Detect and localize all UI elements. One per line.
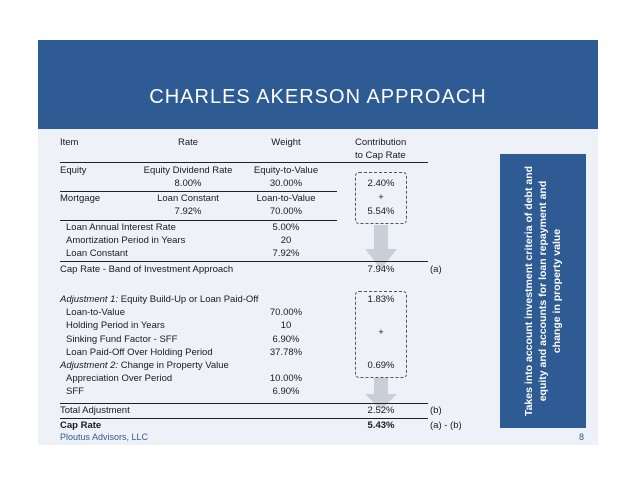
slide-title: CHARLES AKERSON APPROACH [149, 86, 487, 108]
adjustment-item-value: 10 [280, 320, 292, 331]
adjustment-item-value: 37.78% [269, 347, 303, 358]
band-rule [60, 261, 428, 262]
adjustment-2-title [60, 360, 229, 372]
adjustment-item-value: 10.00% [269, 373, 303, 384]
header-rule [60, 162, 428, 163]
adjustment-2-label: Change in Property Value [118, 360, 229, 371]
mortgage-item: Mortgage [60, 193, 101, 204]
adjustment-1-value: 1.83% [367, 294, 395, 305]
plus-sign: + [378, 192, 384, 203]
total-adjustment-value: 2.52% [367, 405, 395, 416]
callout-box [500, 154, 586, 428]
equity-item: Equity [60, 165, 87, 176]
header-contribution-2: to Cap Rate [355, 150, 406, 161]
equity-weight: 30.00% [269, 178, 303, 189]
header-weight: Weight [271, 137, 301, 148]
equity-rate: 8.00% [174, 178, 202, 189]
title-banner [38, 40, 598, 129]
cap-rate-value: 5.43% [367, 420, 395, 431]
adjustment-2-prefix: Adjustment 2: [60, 360, 119, 371]
adjustment-item-label: Loan-to-Value [66, 307, 125, 318]
cap-rate-rule [60, 418, 428, 419]
mortgage-contribution: 5.54% [367, 206, 395, 217]
loan-detail-value: 20 [280, 235, 292, 246]
mortgage-rate-label: Loan Constant [157, 193, 219, 204]
slide [38, 40, 598, 445]
adjustment-item-label: Loan Paid-Off Over Holding Period [66, 347, 213, 358]
mortgage-rate: 7.92% [174, 206, 202, 217]
adjustment-1-prefix: Adjustment 1: [60, 294, 119, 305]
footer-company: Ploutus Advisors, LLC [60, 432, 149, 442]
cap-band-value: 7.94% [367, 264, 395, 275]
adjustment-1-title [60, 294, 258, 306]
total-adjustment-label: Total Adjustment [60, 405, 130, 416]
down-arrow-icon [365, 225, 397, 269]
cap-rate-note: (a) - (b) [430, 420, 462, 431]
plus-sign: + [378, 327, 384, 338]
header-contribution: Contribution [355, 137, 407, 148]
loan-detail-label: Loan Constant [66, 248, 128, 259]
adjustment-item-value: 6.90% [272, 334, 300, 345]
adjustment-item-label: Sinking Fund Factor - SFF [66, 334, 178, 345]
cap-rate-label: Cap Rate [60, 420, 102, 431]
loan-detail-label: Amortization Period in Years [66, 235, 186, 246]
adjustment-item-label: SFF [66, 386, 84, 397]
cap-band-note: (a) [430, 264, 442, 275]
equity-contribution: 2.40% [367, 178, 395, 189]
adjustment-item-value: 70.00% [269, 307, 303, 318]
cap-band-label: Cap Rate - Band of Investment Approach [60, 264, 234, 275]
page-number: 8 [579, 432, 585, 442]
adjustment-1-label: Equity Build-Up or Loan Paid-Off [118, 294, 259, 305]
loan-detail-value: 5.00% [272, 222, 300, 233]
header-rate: Rate [177, 137, 199, 148]
mortgage-rule [60, 220, 337, 221]
header-item: Item [60, 137, 79, 148]
total-adjustment-note: (b) [430, 405, 442, 416]
mortgage-weight: 70.00% [269, 206, 303, 217]
loan-detail-label: Loan Annual Interest Rate [66, 222, 176, 233]
adjustment-item-label: Appreciation Over Period [66, 373, 173, 384]
equity-rate-label: Equity Dividend Rate [143, 165, 233, 176]
total-rule [60, 403, 428, 404]
loan-detail-value: 7.92% [272, 248, 300, 259]
adjustment-item-label: Holding Period in Years [66, 320, 165, 331]
callout-text: Takes into account investment criteria of debt and equity and accounts for loan repayment and change in property value [523, 165, 563, 417]
equity-weight-label: Equity-to-Value [253, 165, 319, 176]
equity-rule [60, 191, 337, 192]
adjustment-item-value: 6.90% [272, 386, 300, 397]
adjustment-2-value: 0.69% [367, 360, 395, 371]
mortgage-weight-label: Loan-to-Value [256, 193, 316, 204]
